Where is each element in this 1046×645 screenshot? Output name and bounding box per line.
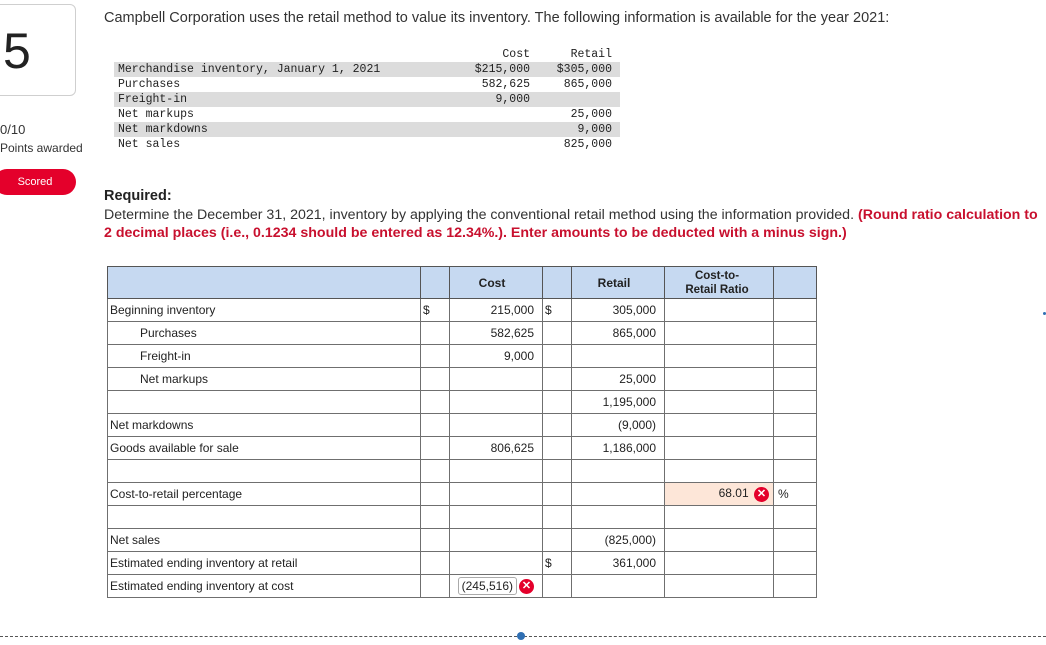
required-instruction: (Round ratio calculation to 2 decimal places (i.e., 0.1234 should be entered as 12.34%.). Enter amounts to be deducted with a minus sign.)	[104, 207, 1038, 241]
ratio-column-header: Cost-to- Retail Ratio	[665, 267, 774, 299]
given-row: Freight-in 9,000	[114, 92, 620, 107]
given-row: Net markdowns 9,000	[114, 122, 620, 137]
cost-input[interactable]	[450, 529, 543, 552]
cost-input[interactable]	[450, 391, 543, 414]
score-value: 0/10	[0, 122, 26, 137]
table-row: Freight-in 9,000	[108, 345, 817, 368]
cost-input[interactable]	[450, 414, 543, 437]
cost-column-header: Cost	[450, 267, 543, 299]
question-intro: Campbell Corporation uses the retail method to value its inventory. The following information is available for the year 2021:	[104, 10, 890, 26]
retail-input[interactable]: (9,000)	[572, 414, 665, 437]
table-row: Net markups 25,000	[108, 368, 817, 391]
table-row: Purchases 582,625 865,000	[108, 322, 817, 345]
given-cost-header: Cost	[502, 48, 530, 61]
given-row: Net markups 25,000	[118, 108, 612, 121]
table-row: Estimated ending inventory at retail $ 361,000	[108, 552, 817, 575]
cost-input[interactable]: (245,516) ✕	[450, 575, 543, 598]
retail-input[interactable]: 305,000	[572, 299, 665, 322]
cost-input[interactable]	[450, 552, 543, 575]
given-retail-header: Retail	[570, 48, 612, 61]
given-row: Purchases 582,625 865,000	[118, 78, 612, 91]
retail-input[interactable]: (825,000)	[572, 529, 665, 552]
retail-input[interactable]	[572, 345, 665, 368]
cost-input[interactable]: 806,625	[450, 437, 543, 460]
question-number: 5	[3, 23, 31, 79]
retail-input[interactable]: 1,195,000	[572, 391, 665, 414]
ratio-input[interactable]: 68.01 ✕	[665, 483, 774, 506]
given-row: Net sales 825,000	[118, 138, 612, 151]
cost-input[interactable]: 582,625	[450, 322, 543, 345]
cost-input[interactable]: 215,000	[450, 299, 543, 322]
required-text: Determine the December 31, 2021, inventory by applying the conventional retail method using the information provided. (Round ratio calculation to 2 decimal places (i.e., 0.1234 should be entered as 12.34%.). Enter amounts to be deducted with a minus sign.)	[104, 207, 1038, 241]
retail-input[interactable]: 361,000	[572, 552, 665, 575]
table-row: Estimated ending inventory at cost (245,516) ✕	[108, 575, 817, 598]
table-row: Beginning inventory $ 215,000 $ 305,000	[108, 299, 817, 322]
retail-column-header: Retail	[572, 267, 665, 299]
table-row	[108, 506, 817, 529]
question-number-box	[0, 4, 76, 96]
table-row: Net markdowns (9,000)	[108, 414, 817, 437]
cost-input[interactable]	[450, 368, 543, 391]
table-row: Goods available for sale 806,625 1,186,000	[108, 437, 817, 460]
points-awarded-label: Points awarded	[0, 141, 83, 155]
retail-input[interactable]: 865,000	[572, 322, 665, 345]
incorrect-icon: ✕	[754, 487, 769, 502]
table-row: Net sales (825,000)	[108, 529, 817, 552]
given-row: Merchandise inventory, January 1, 2021 $215,000 $305,000	[114, 62, 620, 77]
retail-method-worksheet	[107, 266, 817, 598]
table-row: Cost-to-retail percentage 68.01 ✕ %	[108, 483, 817, 506]
retail-input[interactable]: 25,000	[572, 368, 665, 391]
cost-input[interactable]: 9,000	[450, 345, 543, 368]
retail-input[interactable]: 1,186,000	[572, 437, 665, 460]
incorrect-icon: ✕	[519, 579, 534, 594]
divider-handle[interactable]	[517, 632, 525, 640]
table-row	[108, 460, 817, 483]
required-heading: Required:	[104, 188, 172, 204]
given-data-table	[114, 47, 620, 152]
scored-badge: Scored	[0, 169, 76, 195]
table-row	[108, 391, 817, 414]
